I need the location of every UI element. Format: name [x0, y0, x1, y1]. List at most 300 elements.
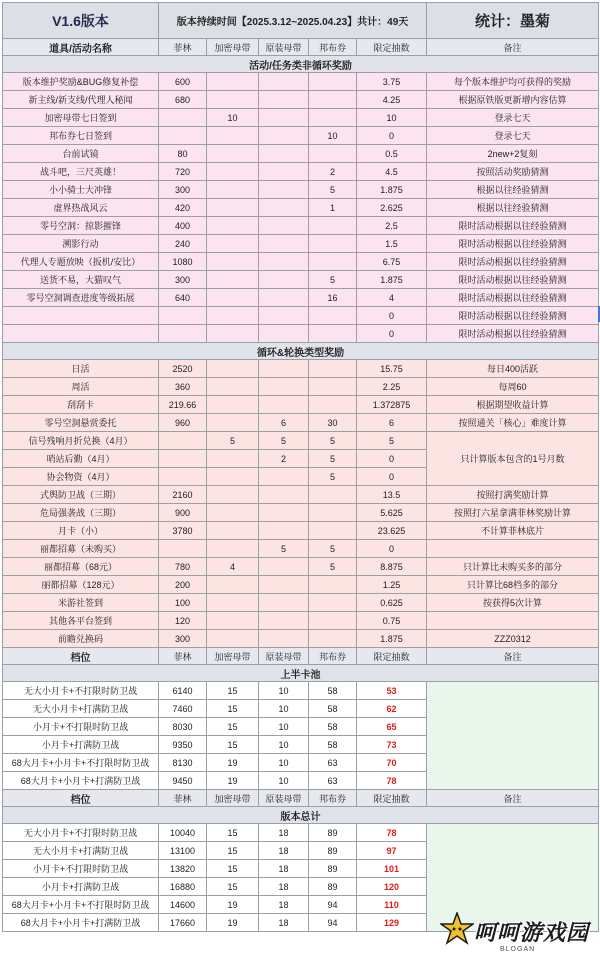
version-title: V1.6版本: [3, 3, 159, 39]
master-tape-cell: 18: [259, 824, 309, 842]
bangboo-ticket-cell: [309, 307, 357, 325]
encrypted-tape-cell: [207, 181, 259, 199]
limited-pulls-cell: 5.625: [357, 504, 427, 522]
bangboo-ticket-cell: [309, 630, 357, 648]
limited-pulls-cell: 1.5: [357, 235, 427, 253]
notes-cell: 限时活动根据以往经验猜测: [427, 217, 599, 235]
item-name-cell: 无大小月卡+打满防卫战: [3, 700, 159, 718]
item-name-cell: 丽都招募（未购买）: [3, 540, 159, 558]
master-tape-cell: 5: [259, 432, 309, 450]
bangboo-ticket-cell: 30: [309, 414, 357, 432]
item-name-cell: 小小骑士大冲锋: [3, 181, 159, 199]
bangboo-ticket-cell: [309, 396, 357, 414]
polychrome-cell: 240: [159, 235, 207, 253]
table-row: [3, 199, 599, 217]
master-tape-cell: [259, 109, 309, 127]
limited-pulls-cell: 3.75: [357, 73, 427, 91]
master-tape-cell: 18: [259, 896, 309, 914]
notes-cell: 按照打满奖励计算: [427, 486, 599, 504]
polychrome-cell: 100: [159, 594, 207, 612]
bangboo-ticket-cell: 2: [309, 163, 357, 181]
master-tape-cell: [259, 504, 309, 522]
col-encrypted-header: 加密母带: [207, 39, 259, 56]
item-name-cell: 月卡（小）: [3, 522, 159, 540]
encrypted-tape-cell: 19: [207, 896, 259, 914]
item-name-cell: 周活: [3, 378, 159, 396]
master-tape-cell: [259, 127, 309, 145]
limited-pulls-cell: 15.75: [357, 360, 427, 378]
encrypted-tape-cell: [207, 163, 259, 181]
notes-cell: 限时活动根据以往经验猜测: [427, 325, 599, 343]
encrypted-tape-cell: 10: [207, 109, 259, 127]
encrypted-tape-cell: 19: [207, 914, 259, 932]
encrypted-tape-cell: 15: [207, 718, 259, 736]
item-name-cell: 战斗吧，三尺英雄！: [3, 163, 159, 181]
polychrome-cell: 13100: [159, 842, 207, 860]
item-name-cell: 无大小月卡+不打限时防卫战: [3, 824, 159, 842]
rewards-table: [2, 2, 599, 932]
bangboo-ticket-cell: [309, 235, 357, 253]
bangboo-ticket-cell: [309, 217, 357, 235]
tier-col-header: 加密母带: [207, 648, 259, 665]
master-tape-cell: 10: [259, 736, 309, 754]
limited-pulls-cell: 5: [357, 432, 427, 450]
table-row: [3, 414, 599, 432]
polychrome-cell: 300: [159, 630, 207, 648]
limited-pulls-cell: 4.5: [357, 163, 427, 181]
notes-cell: 每周60: [427, 378, 599, 396]
polychrome-cell: [159, 540, 207, 558]
column-header-row: [3, 790, 599, 807]
bangboo-ticket-cell: [309, 360, 357, 378]
bangboo-ticket-cell: 1: [309, 199, 357, 217]
master-tape-cell: [259, 73, 309, 91]
master-tape-cell: [259, 217, 309, 235]
limited-pulls-cell: 129: [357, 914, 427, 932]
bangboo-ticket-cell: [309, 91, 357, 109]
notes-cell: 限时活动根据以往经验猜测: [427, 253, 599, 271]
table-row: [3, 307, 599, 325]
encrypted-tape-cell: [207, 630, 259, 648]
tier-col-header: 限定抽数: [357, 790, 427, 807]
tier-col-header: 邦布券: [309, 648, 357, 665]
item-name-cell: 零号空洞调查进度等级拓展: [3, 289, 159, 307]
limited-pulls-cell: 23.625: [357, 522, 427, 540]
item-name-cell: 送货不易，大猫叹气: [3, 271, 159, 289]
encrypted-tape-cell: [207, 253, 259, 271]
col-master-header: 原装母带: [259, 39, 309, 56]
star-icon: [440, 912, 474, 946]
notes-cell: 登录七天: [427, 127, 599, 145]
bangboo-ticket-cell: 5: [309, 540, 357, 558]
item-name-cell: 零号空洞悬赏委托: [3, 414, 159, 432]
limited-pulls-cell: 0: [357, 127, 427, 145]
bangboo-ticket-cell: 58: [309, 700, 357, 718]
master-tape-cell: 18: [259, 860, 309, 878]
table-row: [3, 522, 599, 540]
limited-pulls-cell: 6: [357, 414, 427, 432]
col-polychrome-header: 菲林: [159, 39, 207, 56]
master-tape-cell: 10: [259, 682, 309, 700]
notes-cell: 按照打六星拿满菲林奖励计算: [427, 504, 599, 522]
item-name-cell: 无大小月卡+打满防卫战: [3, 842, 159, 860]
encrypted-tape-cell: 4: [207, 558, 259, 576]
table-row: [3, 540, 599, 558]
master-tape-cell: [259, 271, 309, 289]
limited-pulls-cell: 4: [357, 289, 427, 307]
master-tape-cell: [259, 378, 309, 396]
col-notes-header: 备注: [427, 39, 599, 56]
master-tape-cell: 10: [259, 700, 309, 718]
polychrome-cell: 6140: [159, 682, 207, 700]
bangboo-ticket-cell: 16: [309, 289, 357, 307]
limited-pulls-cell: 62: [357, 700, 427, 718]
encrypted-tape-cell: [207, 199, 259, 217]
col-bangboo-header: 邦布券: [309, 39, 357, 56]
column-header-row: [3, 648, 599, 665]
limited-pulls-cell: 73: [357, 736, 427, 754]
encrypted-tape-cell: [207, 396, 259, 414]
notes-cell: [427, 540, 599, 558]
tier-col-header: 邦布券: [309, 790, 357, 807]
polychrome-cell: 219.66: [159, 396, 207, 414]
bangboo-ticket-cell: 5: [309, 468, 357, 486]
table-row: [3, 289, 599, 307]
table-row: [3, 163, 599, 181]
bangboo-ticket-cell: 63: [309, 754, 357, 772]
section-title-first-half-banner: 上半卡池: [3, 665, 599, 682]
item-name-cell: 协会物资（4月）: [3, 468, 159, 486]
bangboo-ticket-cell: [309, 325, 357, 343]
polychrome-cell: 300: [159, 271, 207, 289]
item-name-cell: 台前试镜: [3, 145, 159, 163]
table-row: [3, 145, 599, 163]
item-name-cell: 信号残响月折兑换（4月）: [3, 432, 159, 450]
notes-cell: 限时活动根据以往经验猜测: [427, 271, 599, 289]
bangboo-ticket-cell: 89: [309, 878, 357, 896]
item-name-cell: 丽都招募（68元）: [3, 558, 159, 576]
limited-pulls-cell: 1.372875: [357, 396, 427, 414]
master-tape-cell: [259, 91, 309, 109]
limited-pulls-cell: 97: [357, 842, 427, 860]
polychrome-cell: [159, 325, 207, 343]
polychrome-cell: 120: [159, 612, 207, 630]
limited-pulls-cell: 13.5: [357, 486, 427, 504]
item-name-cell: 危局强袭战（三期）: [3, 504, 159, 522]
notes-cell-empty: [427, 682, 599, 790]
polychrome-cell: [159, 109, 207, 127]
bangboo-ticket-cell: 5: [309, 271, 357, 289]
encrypted-tape-cell: 5: [207, 432, 259, 450]
polychrome-cell: [159, 307, 207, 325]
notes-cell: 只计算比未购买多的部分: [427, 558, 599, 576]
tier-col-header: 档位: [3, 648, 159, 665]
encrypted-tape-cell: [207, 378, 259, 396]
master-tape-cell: 18: [259, 878, 309, 896]
limited-pulls-cell: 0.5: [357, 145, 427, 163]
column-header-row: [3, 39, 599, 56]
polychrome-cell: 2520: [159, 360, 207, 378]
bangboo-ticket-cell: 58: [309, 682, 357, 700]
encrypted-tape-cell: 15: [207, 824, 259, 842]
limited-pulls-cell: 110: [357, 896, 427, 914]
item-name-cell: 哨站后勤（4月）: [3, 450, 159, 468]
encrypted-tape-cell: 15: [207, 878, 259, 896]
section-row: [3, 665, 599, 682]
master-tape-cell: 18: [259, 842, 309, 860]
bangboo-ticket-cell: 89: [309, 842, 357, 860]
encrypted-tape-cell: 15: [207, 842, 259, 860]
master-tape-cell: 18: [259, 914, 309, 932]
master-tape-cell: [259, 468, 309, 486]
bangboo-ticket-cell: 89: [309, 824, 357, 842]
bangboo-ticket-cell: [309, 522, 357, 540]
bangboo-ticket-cell: 5: [309, 181, 357, 199]
polychrome-cell: 16880: [159, 878, 207, 896]
table-row: [3, 594, 599, 612]
master-tape-cell: [259, 163, 309, 181]
bangboo-ticket-cell: [309, 109, 357, 127]
limited-pulls-cell: 2.5: [357, 217, 427, 235]
item-name-cell: 小月卡+不打限时防卫战: [3, 860, 159, 878]
watermark-logo: [436, 908, 600, 961]
item-name-cell: 代理人专题放映（扳机/安比）: [3, 253, 159, 271]
notes-cell: 每个版本维护均可获得的奖励: [427, 73, 599, 91]
bangboo-ticket-cell: [309, 576, 357, 594]
polychrome-cell: [159, 127, 207, 145]
table-row: [3, 378, 599, 396]
notes-cell: 只计算比68档多的部分: [427, 576, 599, 594]
polychrome-cell: 17660: [159, 914, 207, 932]
item-name-cell: [3, 307, 159, 325]
bangboo-ticket-cell: 10: [309, 127, 357, 145]
polychrome-cell: 9350: [159, 736, 207, 754]
limited-pulls-cell: 4.25: [357, 91, 427, 109]
notes-cell: 根据原铁版更新增内容估算: [427, 91, 599, 109]
encrypted-tape-cell: [207, 307, 259, 325]
tier-col-header: 备注: [427, 790, 599, 807]
item-name-cell: 68大月卡+小月卡+打满防卫战: [3, 772, 159, 790]
section-title-version-total: 版本总计: [3, 807, 599, 824]
tier-col-header: 限定抽数: [357, 648, 427, 665]
item-name-cell: 式舆防卫战（三期）: [3, 486, 159, 504]
master-tape-cell: [259, 199, 309, 217]
master-tape-cell: 2: [259, 450, 309, 468]
master-tape-cell: [259, 396, 309, 414]
tier-col-header: 菲林: [159, 648, 207, 665]
notes-cell: 根据期望收益计算: [427, 396, 599, 414]
notes-cell: 登录七天: [427, 109, 599, 127]
notes-cell: 2new+2复刻: [427, 145, 599, 163]
table-row: [3, 271, 599, 289]
encrypted-tape-cell: [207, 360, 259, 378]
polychrome-cell: 8130: [159, 754, 207, 772]
bangboo-ticket-cell: 5: [309, 558, 357, 576]
bangboo-ticket-cell: 58: [309, 736, 357, 754]
encrypted-tape-cell: [207, 612, 259, 630]
table-row: [3, 217, 599, 235]
item-name-cell: 虚界热战风云: [3, 199, 159, 217]
limited-pulls-cell: 78: [357, 824, 427, 842]
encrypted-tape-cell: [207, 91, 259, 109]
polychrome-cell: 640: [159, 289, 207, 307]
bangboo-ticket-cell: [309, 253, 357, 271]
polychrome-cell: 14600: [159, 896, 207, 914]
polychrome-cell: 360: [159, 378, 207, 396]
table-row: [3, 73, 599, 91]
master-tape-cell: 10: [259, 754, 309, 772]
notes-cell: 按获得5次计算: [427, 594, 599, 612]
encrypted-tape-cell: [207, 127, 259, 145]
bangboo-ticket-cell: 94: [309, 896, 357, 914]
notes-cell: 每日400活跃: [427, 360, 599, 378]
bangboo-ticket-cell: [309, 612, 357, 630]
item-name-cell: 邦布券七日签到: [3, 127, 159, 145]
section-title-events: 活动/任务类非循环奖励: [3, 56, 599, 73]
encrypted-tape-cell: [207, 414, 259, 432]
stats-author: 统计：墨菊: [427, 3, 599, 39]
limited-pulls-cell: 0: [357, 468, 427, 486]
tier-col-header: 原装母带: [259, 648, 309, 665]
item-name-cell: 米游社签到: [3, 594, 159, 612]
limited-pulls-cell: 6.75: [357, 253, 427, 271]
encrypted-tape-cell: [207, 522, 259, 540]
limited-pulls-cell: 101: [357, 860, 427, 878]
encrypted-tape-cell: [207, 271, 259, 289]
limited-pulls-cell: 0: [357, 307, 427, 325]
master-tape-cell: [259, 522, 309, 540]
polychrome-cell: 720: [159, 163, 207, 181]
item-name-cell: 版本维护奖励&BUG修复补偿: [3, 73, 159, 91]
item-name-cell: 无大小月卡+不打限时防卫战: [3, 682, 159, 700]
bangboo-ticket-cell: [309, 504, 357, 522]
item-name-cell: 68大月卡+小月卡+不打限时防卫战: [3, 754, 159, 772]
encrypted-tape-cell: [207, 468, 259, 486]
item-name-cell: 小月卡+不打限时防卫战: [3, 718, 159, 736]
bangboo-ticket-cell: 94: [309, 914, 357, 932]
master-tape-cell: [259, 360, 309, 378]
item-name-cell: 小月卡+打满防卫战: [3, 878, 159, 896]
notes-cell: 根据以往经验猜测: [427, 181, 599, 199]
master-tape-cell: [259, 594, 309, 612]
limited-pulls-cell: 0.625: [357, 594, 427, 612]
section-title-cycle: 循环&轮换类型奖励: [3, 343, 599, 360]
encrypted-tape-cell: [207, 73, 259, 91]
polychrome-cell: 8030: [159, 718, 207, 736]
limited-pulls-cell: 2.625: [357, 199, 427, 217]
encrypted-tape-cell: [207, 289, 259, 307]
item-name-cell: 小月卡+打满防卫战: [3, 736, 159, 754]
bangboo-ticket-cell: [309, 486, 357, 504]
table-row: [3, 558, 599, 576]
master-tape-cell: [259, 612, 309, 630]
encrypted-tape-cell: [207, 145, 259, 163]
master-tape-cell: 5: [259, 540, 309, 558]
bangboo-ticket-cell: 89: [309, 860, 357, 878]
item-name-cell: [3, 325, 159, 343]
polychrome-cell: 900: [159, 504, 207, 522]
table-row: [3, 253, 599, 271]
table-row: [3, 360, 599, 378]
section-row: [3, 807, 599, 824]
master-tape-cell: [259, 576, 309, 594]
table-row: [3, 109, 599, 127]
polychrome-cell: 2160: [159, 486, 207, 504]
item-name-cell: 68大月卡+小月卡+打满防卫战: [3, 914, 159, 932]
notes-cell: 限时活动根据以往经验猜测: [427, 289, 599, 307]
master-tape-cell: [259, 181, 309, 199]
table-row: [3, 504, 599, 522]
notes-cell: 限时活动根据以往经验猜测: [427, 235, 599, 253]
polychrome-cell: 1080: [159, 253, 207, 271]
limited-pulls-cell: 0.75: [357, 612, 427, 630]
col-name-header: 道具/活动名称: [3, 39, 159, 56]
encrypted-tape-cell: 19: [207, 772, 259, 790]
notes-cell: 按照通关「核心」难度计算: [427, 414, 599, 432]
item-name-cell: 丽都招募（128元）: [3, 576, 159, 594]
limited-pulls-cell: 1.875: [357, 271, 427, 289]
polychrome-cell: 960: [159, 414, 207, 432]
encrypted-tape-cell: [207, 217, 259, 235]
section-row: [3, 343, 599, 360]
bangboo-ticket-cell: [309, 73, 357, 91]
bangboo-ticket-cell: 5: [309, 432, 357, 450]
bangboo-ticket-cell: [309, 594, 357, 612]
limited-pulls-cell: 70: [357, 754, 427, 772]
limited-pulls-cell: 1.25: [357, 576, 427, 594]
encrypted-tape-cell: [207, 594, 259, 612]
polychrome-cell: 13820: [159, 860, 207, 878]
notes-cell: ZZZ0312: [427, 630, 599, 648]
bangboo-ticket-cell: 63: [309, 772, 357, 790]
limited-pulls-cell: 0: [357, 450, 427, 468]
limited-pulls-cell: 78: [357, 772, 427, 790]
encrypted-tape-cell: [207, 235, 259, 253]
notes-cell: 限时活动根据以往经验猜测: [427, 307, 599, 325]
watermark-text: 呵呵游戏园: [474, 920, 590, 945]
master-tape-cell: 6: [259, 414, 309, 432]
table-row: [3, 325, 599, 343]
limited-pulls-cell: 8.875: [357, 558, 427, 576]
item-name-cell: 日活: [3, 360, 159, 378]
master-tape-cell: [259, 235, 309, 253]
master-tape-cell: [259, 253, 309, 271]
polychrome-cell: 300: [159, 181, 207, 199]
polychrome-cell: 420: [159, 199, 207, 217]
encrypted-tape-cell: 15: [207, 682, 259, 700]
notes-cell: 根据以往经验猜测: [427, 199, 599, 217]
limited-pulls-cell: 1.875: [357, 630, 427, 648]
master-tape-cell: 10: [259, 718, 309, 736]
polychrome-cell: 3780: [159, 522, 207, 540]
item-name-cell: 68大月卡+小月卡+不打限时防卫战: [3, 896, 159, 914]
item-name-cell: 其他各平台签到: [3, 612, 159, 630]
table-row: [3, 486, 599, 504]
polychrome-cell: 9450: [159, 772, 207, 790]
merged-note-cell: 只计算版本包含的1号月数: [427, 432, 599, 486]
item-name-cell: 加密母带七日签到: [3, 109, 159, 127]
master-tape-cell: [259, 145, 309, 163]
table-row: [3, 91, 599, 109]
master-tape-cell: [259, 325, 309, 343]
limited-pulls-cell: 0: [357, 540, 427, 558]
polychrome-cell: 400: [159, 217, 207, 235]
table-row: [3, 181, 599, 199]
item-name-cell: 刮刮卡: [3, 396, 159, 414]
bangboo-ticket-cell: 58: [309, 718, 357, 736]
polychrome-cell: 780: [159, 558, 207, 576]
polychrome-cell: 600: [159, 73, 207, 91]
